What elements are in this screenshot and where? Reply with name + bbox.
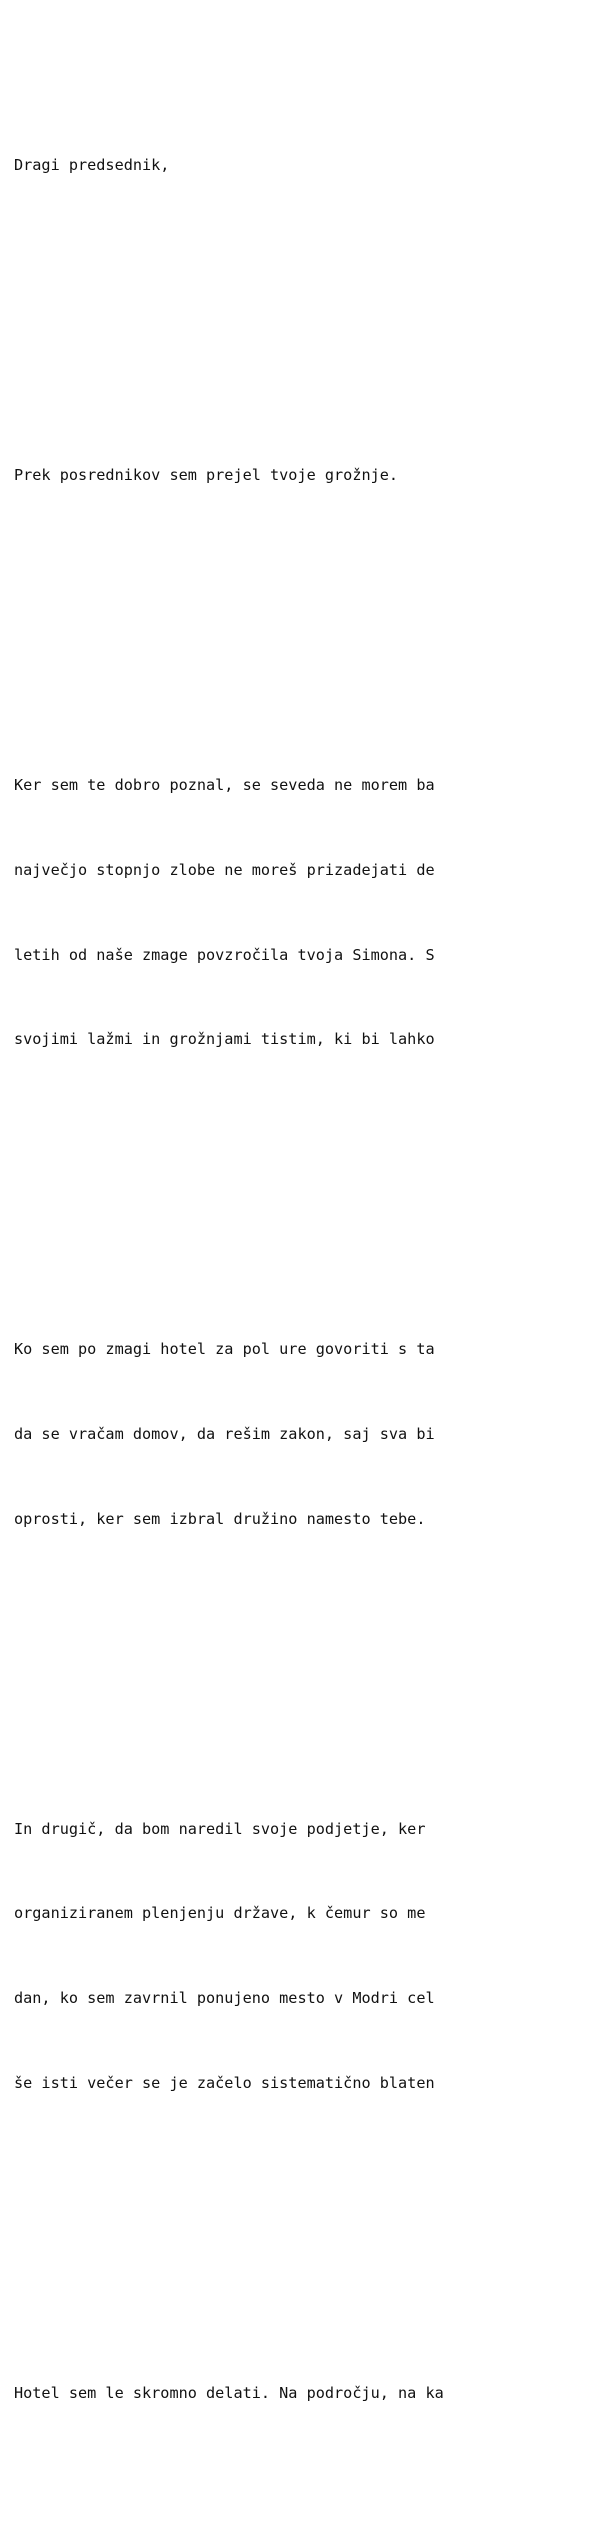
paragraph-3 [14, 1279, 600, 1589]
text-line: In drugič, da bom naredil svoje podjetje, ker [14, 1819, 435, 1838]
text-line: še isti večer se je začelo sistematično blaten [14, 2073, 435, 2092]
text-line: letih od naše zmage povzročila tvoja Simona. S [14, 945, 435, 964]
text-line: da se vračam domov, da rešim zakon, saj sva bi [14, 1425, 435, 1443]
text-line: svojimi lažmi in grožnjami tistim, ki bi lahko [14, 1030, 435, 1049]
text-line: dan, ko sem zavrnil ponujeno mesto v Modri cel [14, 1988, 435, 2007]
blank-line [14, 1646, 600, 1674]
document-text [14, 10, 600, 2548]
paragraph-salutation [14, 95, 600, 236]
text-line: Ker sem te dobro poznal, se seveda ne morem ba [14, 776, 435, 795]
paragraph-1 [14, 405, 600, 546]
blank-line [14, 2210, 600, 2238]
text-line: največjo stopnjo zlobe ne moreš prizadejati de [14, 861, 435, 880]
text-line: Hotel sem le skromno delati. Na področju, na ka [14, 2383, 444, 2402]
text-line: Ko sem po zmagi hotel za pol ure govoriti s ta [14, 1340, 435, 1359]
text-line: Dragi predsednik, [14, 156, 170, 175]
blank-line [14, 292, 600, 320]
paragraph-5 [14, 2322, 600, 2463]
paragraph-2 [14, 715, 600, 1110]
blank-line [14, 1166, 600, 1194]
text-line: oprosti, ker sem izbral družino namesto tebe. [14, 1509, 426, 1528]
paragraph-4 [14, 1758, 600, 2153]
text-line: organiziranem plenjenju države, k čemur so me [14, 1904, 435, 1923]
text-line: Prek posrednikov sem prejel tvoje grožnje. [14, 466, 399, 485]
blank-line [14, 602, 600, 630]
